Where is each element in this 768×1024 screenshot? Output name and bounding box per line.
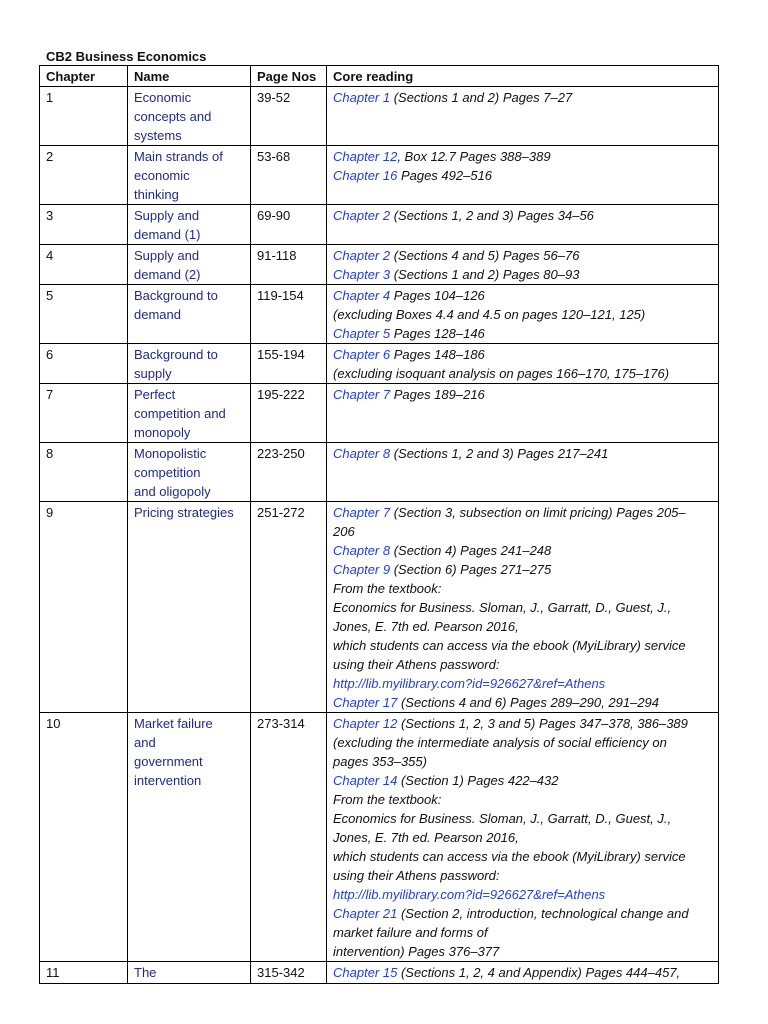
- chapter-link[interactable]: Chapter 9: [333, 562, 391, 577]
- chapter-name-line: competition and: [134, 406, 226, 421]
- chapter-link[interactable]: Chapter 7: [333, 505, 391, 520]
- chapter-number: 5: [40, 285, 128, 344]
- chapter-name-line: Economic: [134, 90, 192, 105]
- chapter-number: 2: [40, 146, 128, 205]
- reading-text: (Sections 4 and 6) Pages 289–290, 291–294: [397, 695, 659, 710]
- reading-line: [333, 809, 713, 828]
- chapter-name-line: Supply and: [134, 248, 200, 263]
- page-numbers: 251-272: [251, 502, 327, 713]
- core-reading-cell: [327, 285, 719, 344]
- reading-line: [333, 206, 713, 225]
- reading-line: [333, 733, 713, 752]
- chapter-name-line: demand (2): [134, 267, 201, 282]
- chapter-name: [128, 285, 251, 344]
- reading-text: (excluding Boxes 4.4 and 4.5 on pages 120–121, 125): [333, 307, 646, 322]
- table-body: [40, 87, 719, 984]
- chapter-number: 7: [40, 384, 128, 443]
- table-row: [40, 87, 719, 146]
- chapter-number: 10: [40, 713, 128, 962]
- chapter-name-line: Pricing strategies: [134, 505, 234, 520]
- reading-text: (Section 6) Pages 271–275: [390, 562, 552, 577]
- reading-text: (Section 4) Pages 241–248: [390, 543, 552, 558]
- chapter-name-line: Supply and: [134, 208, 200, 223]
- reading-line: [333, 88, 713, 107]
- header-chapter: Chapter: [40, 66, 128, 87]
- chapter-name-line: monopoly: [134, 425, 191, 440]
- chapter-name-line: concepts and: [134, 109, 212, 124]
- chapter-name-line: Main strands of: [134, 149, 223, 164]
- reading-text: Jones, E. 7th ed. Pearson 2016,: [333, 619, 519, 634]
- reading-text: From the textbook:: [333, 581, 442, 596]
- chapter-name-line: Monopolistic: [134, 446, 207, 461]
- core-reading-cell: [327, 384, 719, 443]
- reading-line: [333, 752, 713, 771]
- table-row: [40, 384, 719, 443]
- reading-text: (Sections 1, 2 and 3) Pages 217–241: [390, 446, 609, 461]
- chapter-link[interactable]: Chapter 16: [333, 168, 398, 183]
- chapter-link[interactable]: Chapter 21: [333, 906, 398, 921]
- reading-text: (Sections 1, 2 and 3) Pages 34–56: [390, 208, 594, 223]
- page-numbers: 195-222: [251, 384, 327, 443]
- reading-text: Pages 189–216: [390, 387, 485, 402]
- chapter-name-line: competition: [134, 465, 201, 480]
- chapter-link[interactable]: Chapter 5: [333, 326, 391, 341]
- reading-line: [333, 305, 713, 324]
- reading-text: Jones, E. 7th ed. Pearson 2016,: [333, 830, 519, 845]
- reading-line: [333, 942, 713, 961]
- chapter-number: 3: [40, 205, 128, 245]
- reading-line: [333, 904, 713, 923]
- core-reading-cell: [327, 962, 719, 984]
- chapter-name: [128, 344, 251, 384]
- reading-text: (excluding the intermediate analysis of social efficiency on: [333, 735, 667, 750]
- reading-text: (Sections 1, 2, 4 and Appendix) Pages 444–457,: [397, 965, 681, 980]
- reading-text: (Sections 1 and 2) Pages 80–93: [390, 267, 580, 282]
- chapter-number: 4: [40, 245, 128, 285]
- chapter-name: [128, 443, 251, 502]
- reading-line: [333, 579, 713, 598]
- reading-line: [333, 598, 713, 617]
- reading-line: [333, 655, 713, 674]
- reading-line: [333, 674, 713, 693]
- chapter-name: [128, 245, 251, 285]
- chapter-number: 8: [40, 443, 128, 502]
- page-numbers: 119-154: [251, 285, 327, 344]
- chapter-name: [128, 205, 251, 245]
- reading-line: [333, 286, 713, 305]
- document-title: CB2 Business Economics: [46, 49, 207, 64]
- core-reading-cell: [327, 245, 719, 285]
- reading-text: intervention) Pages 376–377: [333, 944, 500, 959]
- page-numbers: 273-314: [251, 713, 327, 962]
- chapter-name-line: The: [134, 965, 157, 980]
- reading-line: [333, 923, 713, 942]
- reading-line: [333, 771, 713, 790]
- reading-text: pages 353–355): [333, 754, 427, 769]
- chapter-name-line: systems: [134, 128, 182, 143]
- chapter-name-line: demand: [134, 307, 181, 322]
- reading-text: 206: [333, 524, 355, 539]
- header-core-reading: Core reading: [327, 66, 719, 87]
- reading-text: (excluding isoquant analysis on pages 166–170, 175–176): [333, 366, 670, 381]
- reading-line: [333, 265, 713, 284]
- chapter-link[interactable]: Chapter 2: [333, 248, 391, 263]
- chapter-link[interactable]: Chapter 14: [333, 773, 398, 788]
- reading-line: [333, 617, 713, 636]
- chapter-link[interactable]: Chapter 7: [333, 387, 391, 402]
- table-row: [40, 205, 719, 245]
- chapter-name: [128, 962, 251, 984]
- core-reading-cell: [327, 205, 719, 245]
- reading-line: [333, 324, 713, 343]
- page-numbers: 53-68: [251, 146, 327, 205]
- chapter-name: [128, 713, 251, 962]
- reading-text: using their Athens password:: [333, 657, 500, 672]
- header-page-nos: Page Nos: [251, 66, 327, 87]
- chapter-name-line: demand (1): [134, 227, 201, 242]
- reading-line: [333, 847, 713, 866]
- chapter-link[interactable]: Chapter 8: [333, 446, 391, 461]
- library-url-link[interactable]: http://lib.myilibrary.com?id=926627&ref=Athens: [333, 887, 606, 902]
- reading-line: [333, 885, 713, 904]
- chapter-link[interactable]: Chapter 15: [333, 965, 398, 980]
- page-numbers: 155-194: [251, 344, 327, 384]
- chapter-link[interactable]: Chapter 12: [333, 716, 398, 731]
- chapter-link[interactable]: Chapter 6: [333, 347, 391, 362]
- chapter-name-line: economic: [134, 168, 190, 183]
- chapter-name: [128, 502, 251, 713]
- chapter-link[interactable]: Chapter 12: [333, 149, 398, 164]
- table-header-row: [40, 66, 719, 87]
- page-numbers: 223-250: [251, 443, 327, 502]
- reading-text: , Box 12.7 Pages 388–389: [397, 149, 551, 164]
- page-numbers: 315-342: [251, 962, 327, 984]
- reading-text: using their Athens password:: [333, 868, 500, 883]
- reading-line: [333, 364, 713, 383]
- chapter-number: 6: [40, 344, 128, 384]
- reading-text: From the textbook:: [333, 792, 442, 807]
- reading-text: Pages 104–126: [390, 288, 485, 303]
- reading-line: [333, 790, 713, 809]
- reading-text: Pages 148–186: [390, 347, 485, 362]
- chapter-number: 9: [40, 502, 128, 713]
- chapter-name-line: intervention: [134, 773, 202, 788]
- chapter-number: 11: [40, 962, 128, 984]
- core-reading-cell: [327, 87, 719, 146]
- core-reading-table: [39, 65, 719, 984]
- table-row: [40, 344, 719, 384]
- reading-line: [333, 963, 713, 982]
- chapter-link[interactable]: Chapter 2: [333, 208, 391, 223]
- core-reading-cell: [327, 502, 719, 713]
- core-reading-cell: [327, 713, 719, 962]
- page-numbers: 39-52: [251, 87, 327, 146]
- library-url-link[interactable]: http://lib.myilibrary.com?id=926627&ref=Athens: [333, 676, 606, 691]
- core-reading-cell: [327, 344, 719, 384]
- reading-text: (Section 3, subsection on limit pricing) Pages 205–: [390, 505, 686, 520]
- reading-text: which students can access via the ebook (MyiLibrary) service: [333, 638, 686, 653]
- chapter-name-line: Perfect: [134, 387, 176, 402]
- chapter-name-line: Market failure: [134, 716, 213, 731]
- table-row: [40, 285, 719, 344]
- reading-text: Pages 492–516: [397, 168, 493, 183]
- reading-line: [333, 147, 713, 166]
- table-row: [40, 245, 719, 285]
- reading-line: [333, 828, 713, 847]
- reading-text: (Sections 4 and 5) Pages 56–76: [390, 248, 580, 263]
- reading-line: [333, 166, 713, 185]
- chapter-name-line: Background to: [134, 347, 218, 362]
- reading-line: [333, 345, 713, 364]
- chapter-link[interactable]: Chapter 8: [333, 543, 391, 558]
- page-numbers: 69-90: [251, 205, 327, 245]
- chapter-link[interactable]: Chapter 17: [333, 695, 398, 710]
- reading-line: [333, 714, 713, 733]
- reading-text: Economics for Business. Sloman, J., Garratt, D., Guest, J.,: [333, 811, 672, 826]
- reading-line: [333, 522, 713, 541]
- reading-line: [333, 385, 713, 404]
- reading-text: (Section 1) Pages 422–432: [397, 773, 559, 788]
- table-row: [40, 502, 719, 713]
- reading-line: [333, 560, 713, 579]
- reading-line: [333, 503, 713, 522]
- chapter-link[interactable]: Chapter 4: [333, 288, 391, 303]
- header-name: Name: [128, 66, 251, 87]
- chapter-name-line: supply: [134, 366, 172, 381]
- reading-text: which students can access via the ebook (MyiLibrary) service: [333, 849, 686, 864]
- chapter-number: 1: [40, 87, 128, 146]
- reading-text: Economics for Business. Sloman, J., Garratt, D., Guest, J.,: [333, 600, 672, 615]
- chapter-link[interactable]: Chapter 3: [333, 267, 391, 282]
- reading-text: (Sections 1, 2, 3 and 5) Pages 347–378, 386–389: [397, 716, 688, 731]
- chapter-name-line: government: [134, 754, 203, 769]
- chapter-name-line: and: [134, 735, 156, 750]
- chapter-name-line: and oligopoly: [134, 484, 211, 499]
- reading-line: [333, 866, 713, 885]
- reading-text: (Sections 1 and 2) Pages 7–27: [390, 90, 573, 105]
- chapter-link[interactable]: Chapter 1: [333, 90, 391, 105]
- chapter-name-line: Background to: [134, 288, 218, 303]
- chapter-name: [128, 87, 251, 146]
- page-numbers: 91-118: [251, 245, 327, 285]
- reading-text: (Section 2, introduction, technological change and: [397, 906, 689, 921]
- reading-text: Pages 128–146: [390, 326, 485, 341]
- chapter-name-line: thinking: [134, 187, 179, 202]
- table-row: [40, 962, 719, 984]
- reading-line: [333, 444, 713, 463]
- core-reading-cell: [327, 443, 719, 502]
- chapter-name: [128, 384, 251, 443]
- table-row: [40, 713, 719, 962]
- reading-line: [333, 246, 713, 265]
- reading-line: [333, 636, 713, 655]
- table-row: [40, 443, 719, 502]
- core-reading-cell: [327, 146, 719, 205]
- reading-line: [333, 693, 713, 712]
- reading-line: [333, 541, 713, 560]
- reading-text: market failure and forms of: [333, 925, 488, 940]
- chapter-name: [128, 146, 251, 205]
- table-row: [40, 146, 719, 205]
